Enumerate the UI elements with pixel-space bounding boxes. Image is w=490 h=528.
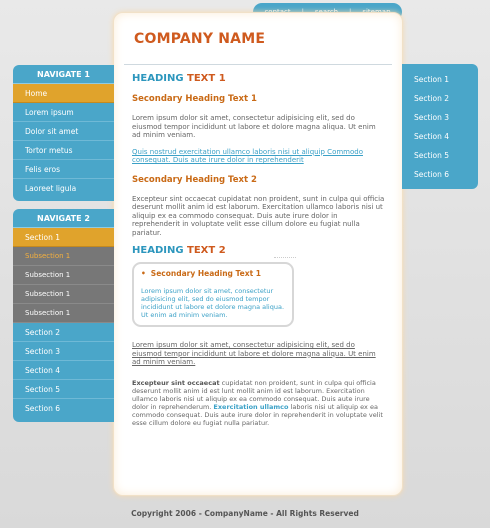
article (132, 73, 386, 427)
heading-1-blue: HEADING (132, 73, 184, 84)
paragraph-3 (132, 379, 386, 427)
paragraph-3-text-1: cupidatat non proident, sunt in culpa qui officia deserunt mollit anim id est lunt mollit anim id est laborum. Exercitation ullamco laboris nisi ut aliquip ex ea commodo consequat. Duis aute irure dolor in reprehenderum. (132, 378, 376, 411)
nav2-section-4[interactable]: Section 4 (13, 361, 114, 380)
header-divider (124, 64, 392, 65)
paragraph-3-highlight: Exercitation ullamco (213, 402, 289, 411)
nav2-subsection-4[interactable]: Subsection 1 (13, 304, 114, 323)
navigate-2-title: NAVIGATE 2 (13, 209, 114, 228)
nav2-section-1[interactable]: Section 1 (13, 228, 114, 247)
main-content-panel (113, 12, 403, 496)
nav-item-dolor-sit-amet[interactable]: Dolor sit amet (13, 122, 114, 141)
nav2-subsection-1[interactable]: Subsection 1 (13, 247, 114, 266)
right-nav-section-6[interactable]: Section 6 (414, 170, 450, 179)
secondary-heading-2: Secondary Heading Text 2 (132, 174, 257, 185)
nav-item-tortor-metus[interactable]: Tortor metus (13, 141, 114, 160)
heading-2-blue: HEADING (132, 245, 184, 256)
nav2-section-3[interactable]: Section 3 (13, 342, 114, 361)
right-nav-section-2[interactable]: Section 2 (414, 94, 450, 103)
paragraph-3-text-2: laboris nisi ut aliquip ex ea commodo consequat. Duis aute irure dolor in reprehenderit in voluptate velit esse cillum dolore eu fugiat nulla pariatur. (132, 402, 383, 427)
nav2-subsection-2[interactable]: Subsection 1 (13, 266, 114, 285)
right-nav-section-4[interactable]: Section 4 (414, 132, 450, 141)
callout-text: Lorem ipsum dolor sit amet, consectetur adipisicing elit, sed do eiusmod tempor incididunt ut labore et dolore magna aliqua. Ut enim ad minim veniam. (141, 287, 285, 319)
heading-2-orange: TEXT 2 (187, 245, 226, 256)
nav2-subsection-3[interactable]: Subsection 1 (13, 285, 114, 304)
body-link-2[interactable]: Lorem ipsum dolor sit amet, consectetur adipisicing elit, sed do eiusmod tempor incididunt ut labore et dolore magna aliqua. Ut enim ad minim veniam. (132, 341, 376, 366)
nav2-section-6[interactable]: Section 6 (25, 404, 61, 413)
heading-1 (132, 73, 386, 84)
right-nav-section-1[interactable]: Section 1 (414, 75, 450, 84)
heading-1-orange: TEXT 1 (187, 73, 226, 84)
secondary-heading-1: Secondary Heading Text 1 (132, 94, 257, 104)
body-link-1[interactable]: Quis nostrud exercitation ullamco laboris nisi ut aliquip Commodo consequat. Duis aute irure dolor in reprehenderit (132, 147, 363, 164)
navigate-1-menu (13, 65, 114, 201)
company-logo-text: COMPANY NAME (134, 31, 266, 47)
paragraph-2: Excepteur sint occaecat cupidatat non proident, sunt in culpa qui officia deserunt mollit anim id est laborum. Exercitation ullamco laboris nisi ut aliquip ex ea commodo consequat. Duis aute irure dolor in reprehenderit in voluptate velit esse cillum dolore eu fugiat nulla pariatur. (132, 194, 385, 237)
nav-item-home[interactable]: Home (13, 84, 114, 103)
nav-item-felis-eros[interactable]: Felis eros (13, 160, 114, 179)
callout-heading: • Secondary Heading Text 1 (141, 269, 285, 278)
nav-item-laoreet-ligula[interactable]: Laoreet ligula (25, 184, 77, 193)
right-section-menu (402, 64, 478, 189)
right-nav-section-5[interactable]: Section 5 (414, 151, 450, 160)
navigate-1-title: NAVIGATE 1 (13, 65, 114, 84)
navigate-2-menu (13, 209, 114, 422)
callout-box (132, 262, 294, 327)
heading-2 (132, 245, 386, 256)
nav-item-lorem-ipsum[interactable]: Lorem ipsum (13, 103, 114, 122)
nav2-section-2[interactable]: Section 2 (13, 323, 114, 342)
footer-copyright: Copyright 2006 - CompanyName - All Rights Reserved (131, 509, 359, 518)
paragraph-3-bold: Excepteur sint occaecat (132, 378, 220, 387)
nav2-section-5[interactable]: Section 5 (13, 380, 114, 399)
paragraph-1: Lorem ipsum dolor sit amet, consectetur adipisicing elit, sed do eiusmod tempor incididunt ut labore et dolore magna aliqua. Ut enim ad minim veniam. (132, 114, 376, 139)
right-nav-section-3[interactable]: Section 3 (414, 113, 450, 122)
